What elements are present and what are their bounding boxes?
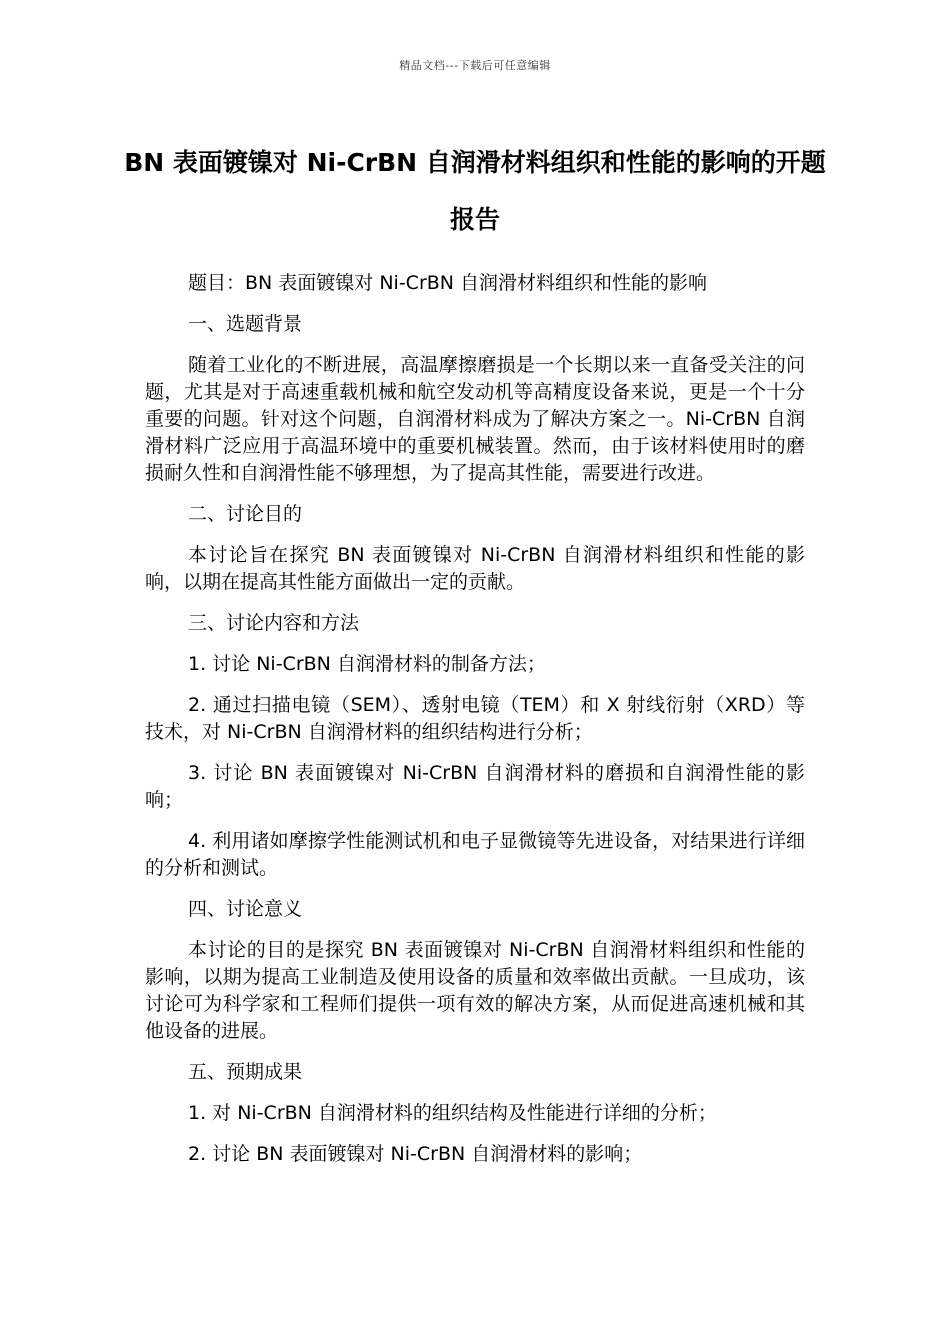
purpose-paragraph: 本讨论旨在探究 BN 表面镀镍对 Ni-CrBN 自润滑材料组织和性能的影响，以期在提高其性能方面做出一定的贡献。	[145, 544, 805, 593]
section-heading-purpose: 二、讨论目的	[188, 503, 303, 525]
result-item: 2. 讨论 BN 表面镀镍对 Ni-CrBN 自润滑材料的影响；	[188, 1143, 643, 1165]
document-body	[145, 270, 805, 1182]
section-heading-background: 一、选题背景	[188, 313, 303, 335]
content-item: 2. 通过扫描电镜（SEM）、透射电镜（TEM）和 X 射线衍射（XRD）等技术，对 Ni-CrBN 自润滑材料的组织结构进行分析；	[145, 694, 805, 743]
result-item: 1. 对 Ni-CrBN 自润滑材料的组织结构及性能进行详细的分析；	[188, 1102, 717, 1124]
content-item: 1. 讨论 Ni-CrBN 自润滑材料的制备方法；	[188, 653, 546, 675]
content-item: 4. 利用诸如摩擦学性能测试机和电子显微镜等先进设备，对结果进行详细的分析和测试。	[145, 830, 805, 879]
header-note: 精品文档---下载后可任意编辑	[399, 59, 551, 72]
section-heading-content-methods: 三、讨论内容和方法	[188, 612, 360, 634]
topic-line: 题目：BN 表面镀镍对 Ni-CrBN 自润滑材料组织和性能的影响	[188, 272, 708, 294]
background-paragraph: 随着工业化的不断进展，高温摩擦磨损是一个长期以来一直备受关注的问题，尤其是对于高速重载机械和航空发动机等高精度设备来说，更是一个十分重要的问题。针对这个问题，自润滑材料成为了解决方案之一。Ni-CrBN 自润滑材料广泛应用于高温环境中的重要机械装置。然而，由于该材料使用时的磨损耐久性和自润滑性能不够理想，为了提高其性能，需要进行改进。	[145, 354, 805, 484]
section-heading-significance: 四、讨论意义	[188, 898, 303, 920]
section-heading-expected-results: 五、预期成果	[188, 1061, 303, 1083]
significance-paragraph: 本讨论的目的是探究 BN 表面镀镍对 Ni-CrBN 自润滑材料组织和性能的影响，以期为提高工业制造及使用设备的质量和效率做出贡献。一旦成功，该讨论可为科学家和工程师们提供一项有效的解决方案，从而促进高速机械和其他设备的进展。	[145, 939, 805, 1042]
document-title: BN 表面镀镍对 Ni-CrBN 自润滑材料组织和性能的影响的开题报告	[124, 148, 826, 234]
content-item: 3. 讨论 BN 表面镀镍对 Ni-CrBN 自润滑材料的磨损和自润滑性能的影响；	[145, 762, 805, 811]
